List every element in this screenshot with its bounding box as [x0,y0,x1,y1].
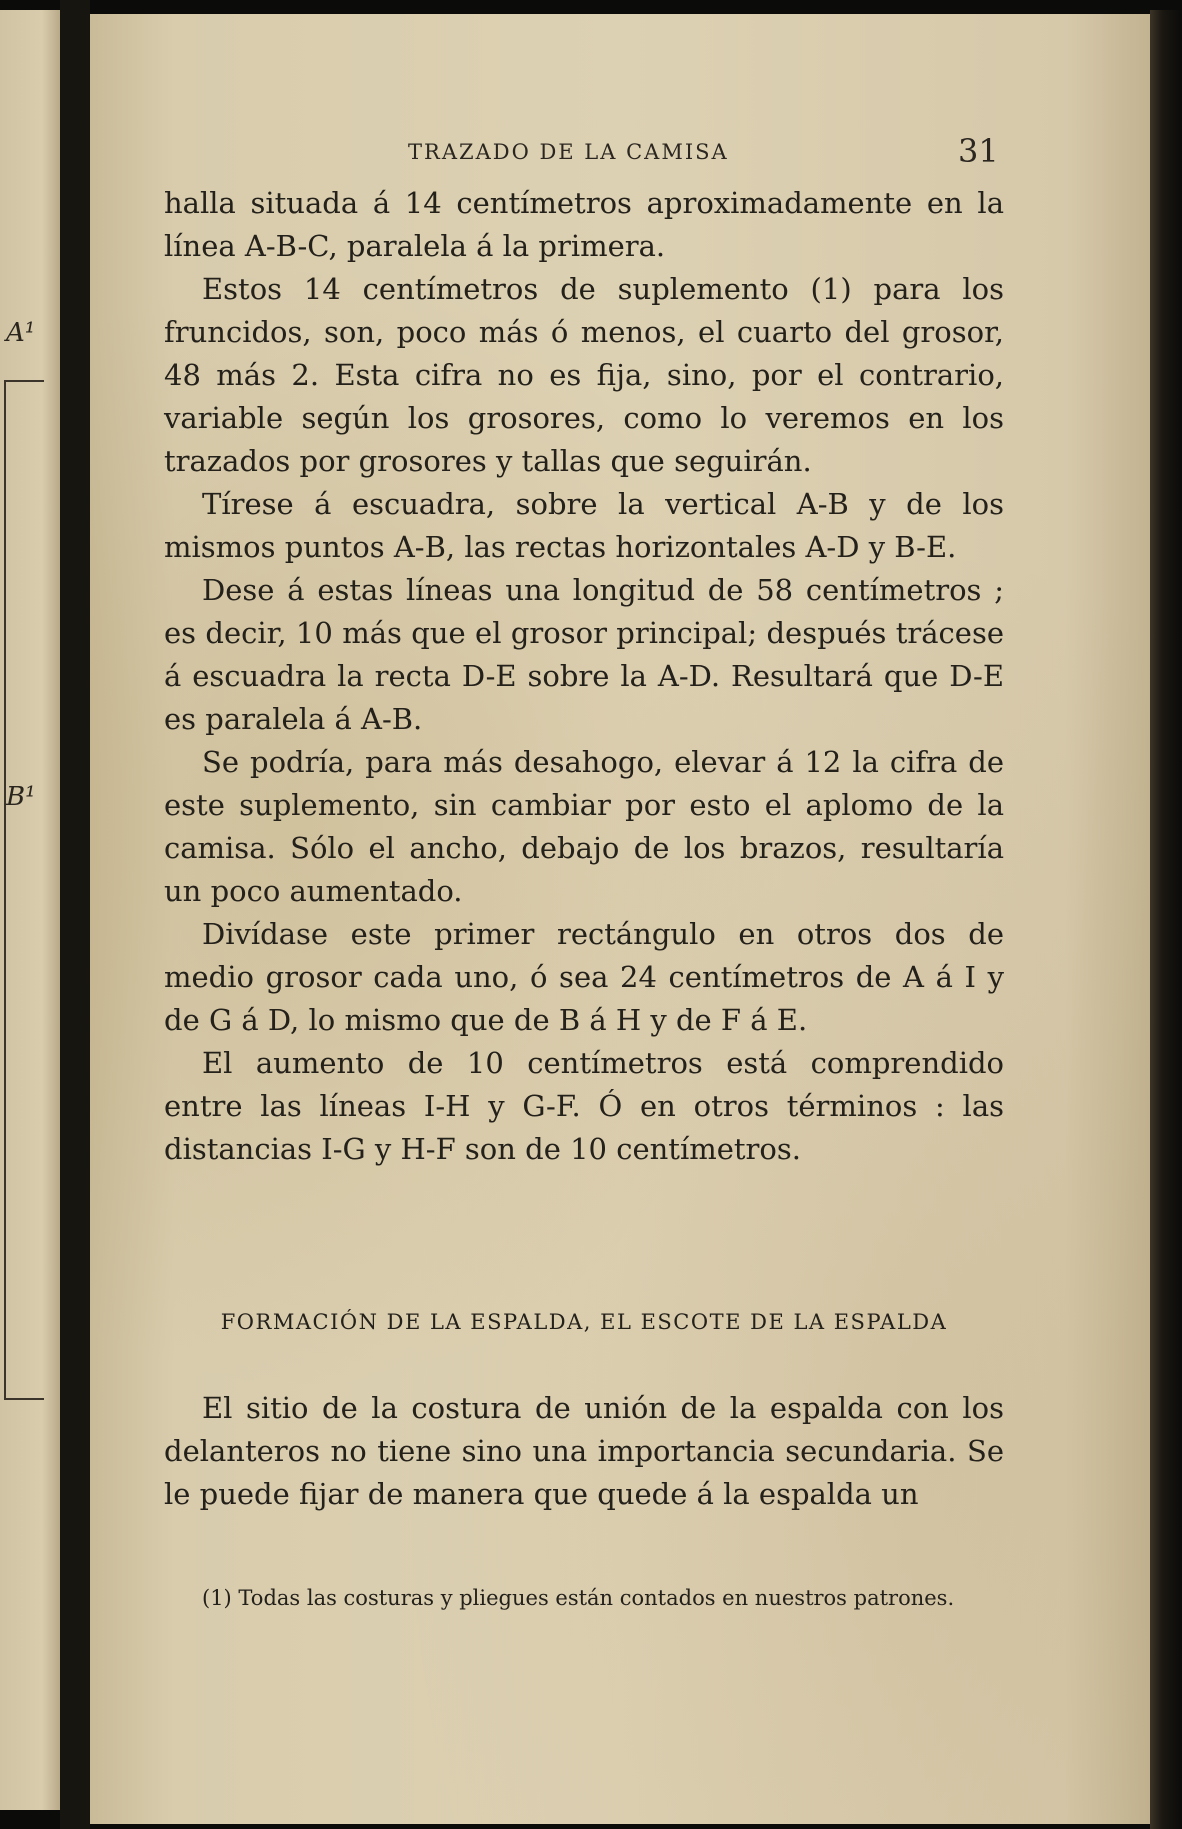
section-heading: FORMACIÓN DE LA ESPALDA, EL ESCOTE DE LA ESPALDA [220,1310,948,1334]
paragraph: halla situada á 14 centímetros aproximadamente en la línea A-B-C, paralela á la primera. [164,186,1004,263]
book-gutter [60,0,90,1829]
footnote-text: (1) Todas las costuras y pliegues están contados en nuestros patrones. [202,1586,955,1610]
book-page [90,14,1150,1824]
section-text [164,1387,1004,1516]
left-page-tick [4,1398,44,1400]
page-header [90,132,1150,172]
left-page-rule [4,380,6,1400]
running-head: TRAZADO DE LA CAMISA [408,140,729,164]
left-page-mark-a: A¹ [6,318,36,348]
left-page-edge [0,10,60,1810]
page-number: 31 [958,132,999,170]
paragraph: El aumento de 10 centímetros está comprendido entre las líneas I-H y G-F. Ó en otros términos : las distancias I-G y H-F son de 10 centímetros. [164,1046,1004,1166]
body-text [164,182,1004,1171]
paragraph: Divídase este primer rectángulo en otros dos de medio grosor cada uno, ó sea 24 centímetros de A á I y de G á D, lo mismo que de B á H y de F á E. [164,917,1004,1037]
page-edge-shadow [1150,10,1182,1829]
paragraph: Dese á estas líneas una longitud de 58 centímetros ; es decir, 10 más que el grosor principal; después trácese á escuadra la recta D-E sobre la A-D. Resultará que D-E es paralela á A-B. [164,573,1004,736]
paragraph: Se podría, para más desahogo, elevar á 12 la cifra de este suplemento, sin cambiar por esto el aplomo de la camisa. Sólo el ancho, debajo de los brazos, resultaría un poco aumentado. [164,745,1004,908]
footnote [164,1582,1004,1614]
paragraph: El sitio de la costura de unión de la espalda con los delanteros no tiene sino una importancia secundaria. Se le puede fijar de manera que quede á la espalda un [164,1391,1004,1511]
paragraph: Estos 14 centímetros de suplemento (1) para los fruncidos, son, poco más ó menos, el cuarto del grosor, 48 más 2. Esta cifra no es fija, sino, por el contrario, variable según los grosores, como lo veremos en los trazados por grosores y tallas que seguirán. [164,272,1004,478]
left-page-tick [4,380,44,382]
paragraph: Tírese á escuadra, sobre la vertical A-B y de los mismos puntos A-B, las rectas horizontales A-D y B-E. [164,487,1004,564]
left-page-mark-b: B¹ [6,782,36,812]
